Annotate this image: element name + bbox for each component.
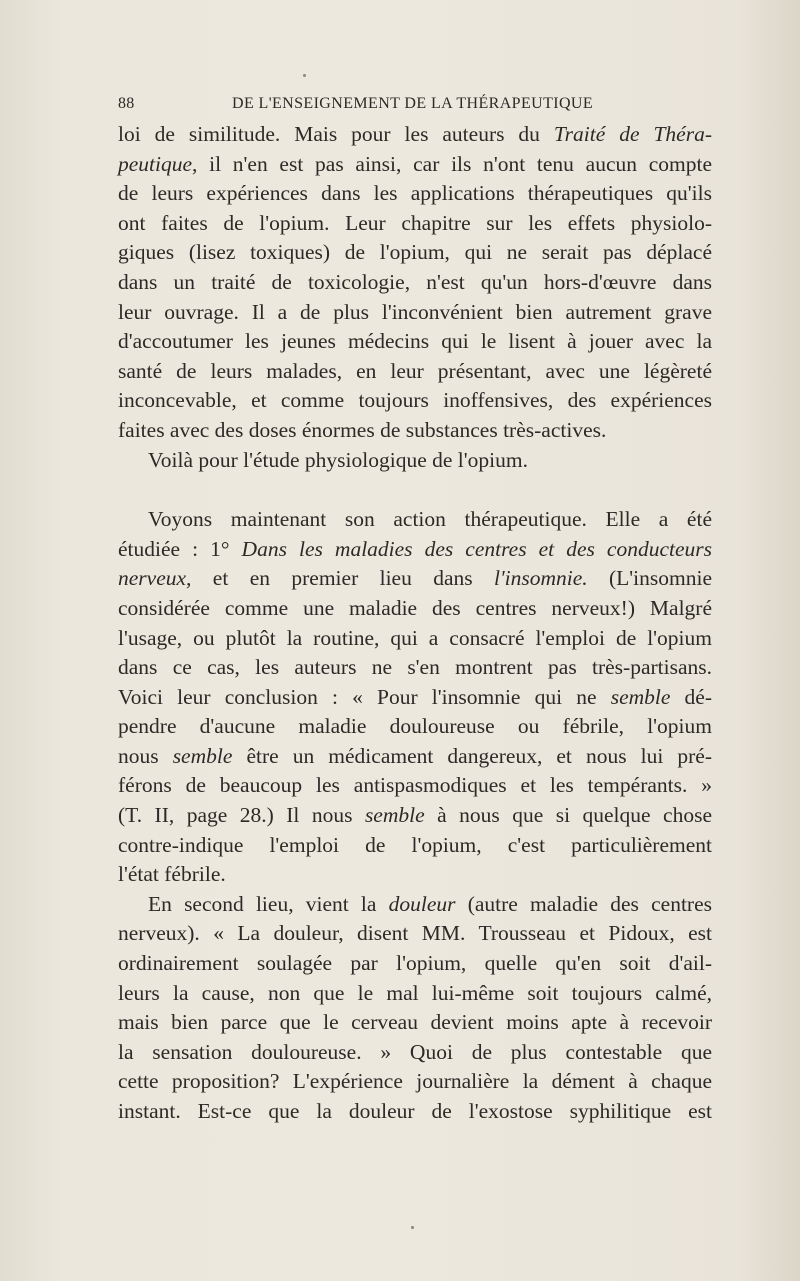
text-line: nous semble être un médicament dangereux, et nous lui pré- xyxy=(118,743,713,768)
text-line: contre-indique l'emploi de l'opium, c'est particulièrement xyxy=(118,832,712,857)
ink-speck xyxy=(411,1226,414,1229)
text-line: leur ouvrage. Il a de plus l'inconvénient bien autrement grave xyxy=(118,299,712,324)
running-header xyxy=(118,95,712,117)
paragraph xyxy=(118,120,712,446)
italic-title: peutique xyxy=(118,151,193,176)
paragraph xyxy=(118,505,712,890)
text-line: considérée comme une maladie des centres nerveux!) Malgré xyxy=(118,595,712,620)
text-line: instant. Est-ce que la douleur de l'exostose syphilitique est xyxy=(118,1099,712,1123)
text-line: Voilà pour l'étude physiologique de l'opium. xyxy=(148,447,528,472)
text-line: pendre d'aucune maladie douloureuse ou fébrile, l'opium xyxy=(118,714,712,739)
italic-title: Traité de Théra- xyxy=(553,122,712,146)
text-line: faites avec des doses énormes de substances très-actives. xyxy=(118,417,607,442)
text-line: férons de beaucoup les antispasmodiques et les tempérants. » xyxy=(118,773,712,798)
text-line: santé de leurs malades, en leur présentant, avec une légèreté xyxy=(118,358,712,383)
text-line: ont faites de l'opium. Leur chapitre sur les effets physiolo- xyxy=(118,210,712,235)
paragraph xyxy=(118,890,712,1127)
paragraph-gap xyxy=(118,475,712,505)
text-line: l'usage, ou plutôt la routine, qui a consacré l'emploi de l'opium xyxy=(118,625,712,650)
ink-speck xyxy=(303,74,306,77)
text-line: inconcevable, et comme toujours inoffensives, des expériences xyxy=(118,388,712,413)
text-line: nerveux, et en premier lieu dans l'insomnie. (L'insomnie xyxy=(118,566,713,591)
text-line: de leurs expériences dans les applications thérapeutiques qu'ils xyxy=(118,181,712,206)
text-line: nerveux). « La douleur, disent MM. Trousseau et Pidoux, est xyxy=(118,921,712,946)
text-line: En second lieu, vient la douleur (autre maladie des centres xyxy=(148,891,712,916)
italic-term: l'insomnie. xyxy=(494,566,588,591)
text-line: peutique, il n'en est pas ainsi, car ils n'ont tenu aucun compte xyxy=(118,151,712,176)
italic-heading: nerveux, xyxy=(118,566,192,591)
paragraph xyxy=(118,446,712,476)
text-line: étudiée : 1° Dans les maladies des centres et des conducteurs xyxy=(118,536,712,561)
text-line: mais bien parce que le cerveau devient moins apte à recevoir xyxy=(118,1010,712,1035)
text-line: dans un traité de toxicologie, n'est qu'un hors-d'œuvre dans xyxy=(118,269,712,294)
running-title: DE L'ENSEIGNEMENT DE LA THÉRAPEUTIQUE xyxy=(232,95,594,112)
text-line: d'accoutumer les jeunes médecins qui le lisent à jouer avec la xyxy=(118,329,712,354)
text-line: la sensation douloureuse. » Quoi de plus contestable que xyxy=(118,1039,712,1064)
text-line: dans ce cas, les auteurs ne s'en montrent pas très-partisans. xyxy=(118,655,712,680)
italic-word: semble xyxy=(364,803,425,828)
italic-term: douleur xyxy=(388,891,456,916)
text-line: Voyons maintenant son action thérapeutique. Elle a été xyxy=(148,507,712,532)
text-line: loi de similitude. Mais pour les auteurs du Traité de Théra- xyxy=(118,122,712,146)
italic-heading: Dans les maladies des centres et des conducteurs xyxy=(241,536,712,561)
text-line: cette proposition? L'expérience journalière la dément à chaque xyxy=(118,1069,712,1094)
italic-word: semble xyxy=(172,743,233,768)
text-line: (T. II, page 28.) Il nous semble à nous que si quelque chose xyxy=(118,803,712,828)
text-line: Voici leur conclusion : « Pour l'insomnie qui ne semble dé- xyxy=(118,684,713,709)
text-line: leurs la cause, non que le mal lui-même soit toujours calmé, xyxy=(118,980,712,1005)
page-number: 88 xyxy=(118,95,135,112)
text-line: ordinairement soulagée par l'opium, quelle qu'en soit d'ail- xyxy=(118,951,712,976)
body-text xyxy=(118,120,712,1127)
text-line: l'état fébrile. xyxy=(118,862,226,887)
italic-word: semble xyxy=(610,684,671,709)
text-line: giques (lisez toxiques) de l'opium, qui ne serait pas déplacé xyxy=(118,240,712,265)
